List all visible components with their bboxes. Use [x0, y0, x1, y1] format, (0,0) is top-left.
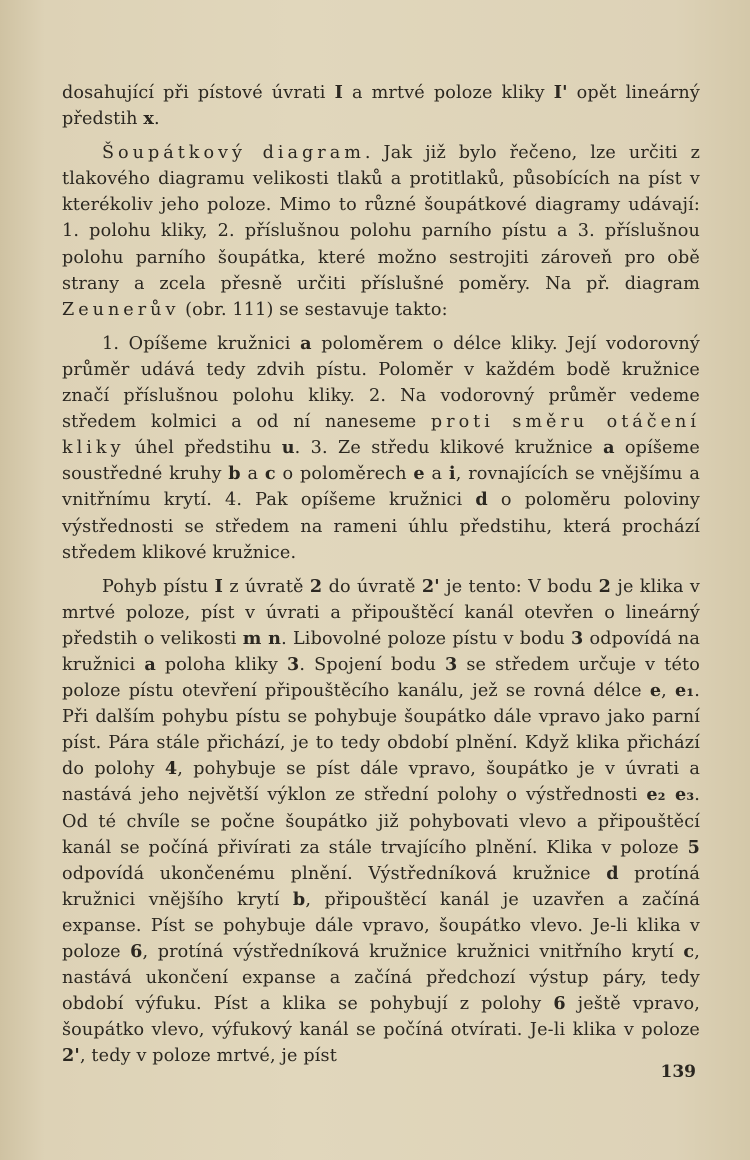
text-run: odpovídá ukončenému plnění. Výstředníková kružnice — [62, 863, 607, 884]
text-run: b — [292, 888, 306, 910]
text-run: a — [144, 653, 156, 675]
text-run: . 3. Ze středu klikové kružnice — [294, 438, 604, 459]
text-run: d — [606, 862, 619, 884]
text-run: odpovídá na kružnici — [62, 628, 701, 675]
text-run: 2' — [62, 1045, 80, 1067]
text-run: e — [413, 463, 425, 485]
text-run: d — [475, 489, 488, 511]
body-text — [62, 80, 700, 1069]
text-run: opíšeme soustředné kruhy — [62, 438, 700, 485]
text-run: a — [603, 437, 615, 459]
text-run: , — [661, 681, 676, 702]
text-run: 3 — [286, 653, 300, 675]
text-run: se středem určuje v této poloze pístu otevření připouštěcího kanálu, jež se rovná délce — [62, 654, 700, 702]
text-run: 2 — [598, 575, 612, 597]
text-run: , protíná výstředníková kružnice kružnici vnitřního krytí — [142, 942, 684, 962]
text-run: o poloměru poloviny výstřednosti se středem na rameni úhlu předstihu, která prochází středem klikové kružnice. — [62, 490, 700, 563]
text-run: c — [683, 941, 695, 962]
text-run: Zeunerův — [62, 299, 180, 320]
text-run: a — [240, 464, 265, 485]
text-run: a mrtvé poloze kliky — [342, 83, 554, 103]
text-run: 6 — [553, 993, 566, 1015]
page-number: 139 — [660, 1062, 696, 1082]
text-run: i — [448, 463, 456, 485]
text-run: 3 — [444, 653, 458, 675]
text-run: , rovnajících se vnějšímu a vnitřnímu krytí. 4. Pak opíšeme kružnici — [62, 464, 701, 511]
text-run: , tedy v poloze mrtvé, je píst — [79, 1046, 337, 1067]
text-run: e — [649, 680, 662, 702]
text-run: x — [143, 108, 154, 130]
text-run: 3 — [570, 627, 584, 649]
text-run: u — [281, 437, 295, 459]
text-run: e₁ — [675, 680, 695, 702]
text-run: . Jak již bylo řečeno, lze určiti z tlakového diagramu velikosti tlaků a protitlaků, působících na píst v kterékoliv jeho poloze. Mimo to různé šoupátkové diagramy udávají: 1. polohu kliky, 2. příslušnou polohu parního pístu a 3. příslušnou polohu parního šoupátka, které možno sestrojiti zároveň pro obě strany a zcela přesně určiti příslušné poměry. Na př. diagram — [62, 143, 700, 294]
text-run: c — [264, 463, 276, 485]
paragraph-1 — [62, 80, 700, 132]
text-run: . Spojení bodu — [299, 654, 445, 675]
text-run: 2 — [309, 575, 323, 597]
text-run: ještě vpravo, šoupátko vlevo, výfukový kanál se počíná otvírati. Je-li klika v poloze — [62, 994, 701, 1041]
paragraph-3 — [62, 331, 700, 566]
text-run: z úvratě — [223, 576, 310, 597]
text-run: . Libovolné poloze pístu v bodu — [281, 628, 571, 649]
text-run: . — [154, 109, 160, 130]
text-run: je tento: V bodu — [439, 576, 599, 597]
text-run: 5 — [687, 836, 700, 858]
text-run: , připouštěcí kanál je uzavřen a začíná expanse. Píst se pohybuje dále vpravo, šoupátko vlevo. Je-li klika v poloze — [62, 889, 700, 962]
text-run: m n — [242, 627, 282, 649]
text-run: Pohyb pístu — [102, 576, 215, 597]
text-run: protíná kružnici vnějšího krytí — [62, 863, 700, 910]
text-run: I' — [553, 82, 568, 103]
text-run: poloha kliky — [155, 654, 287, 675]
text-run: b — [228, 463, 241, 485]
text-run: o poloměrech — [275, 464, 414, 485]
paragraph-4 — [62, 574, 700, 1070]
text-run: , pohybuje se píst dále vpravo, šoupátko je v úvrati a nastává jeho největší výklon ze střední polohy o výstřednosti — [62, 759, 701, 806]
text-run: I — [334, 82, 343, 103]
text-run: proti směru otáčení kliky — [62, 412, 700, 459]
text-run: 1. Opíšeme kružnici — [102, 333, 301, 354]
text-run: 4 — [164, 758, 178, 780]
text-run: (obr. 111) se sestavuje takto: — [179, 299, 448, 320]
text-run: a — [300, 332, 312, 354]
text-run: je klika v mrtvé poloze, píst v úvrati a připouštěcí kanál otevřen o lineárný předstih o velikosti — [62, 576, 700, 649]
text-run: poloměrem o délce kliky. Její vodorovný průměr udává tedy zdvih pístu. Poloměr v každém bodě kružnice značí příslušnou polohu kliky. 2. Na vodorovný průměr vedeme středem kolmici a od ní naneseme — [62, 333, 700, 433]
text-run: . Od té chvíle se počne šoupátko již pohybovati vlevo a připouštěcí kanál se počíná přivírati za stále trvajícího plnění. Klika v poloze — [62, 785, 700, 858]
text-run: e₂ e₃ — [646, 784, 695, 806]
text-run: Šoupátkový diagram — [102, 143, 365, 164]
text-run: . Při dalším pohybu pístu se pohybuje šoupátko dále vpravo jako parní píst. Pára stále přichází, je to tedy období plnění. Když klika přichází do polohy — [62, 681, 700, 780]
text-run: 2' — [421, 575, 440, 597]
text-run: a — [424, 464, 449, 485]
text-run: , nastává ukončení expanse a začíná předchozí výstup páry, tedy období výfuku. Píst a klika se pohybují z polohy — [62, 942, 700, 1015]
text-run: úhel předstihu — [124, 438, 282, 459]
paragraph-2 — [62, 140, 700, 323]
text-run: 6 — [130, 941, 143, 962]
text-run: dosahující při pístové úvrati — [62, 83, 335, 103]
text-run: I — [214, 575, 224, 597]
text-run: do úvratě — [322, 576, 422, 597]
text-run: opět lineárný předstih — [62, 83, 700, 130]
